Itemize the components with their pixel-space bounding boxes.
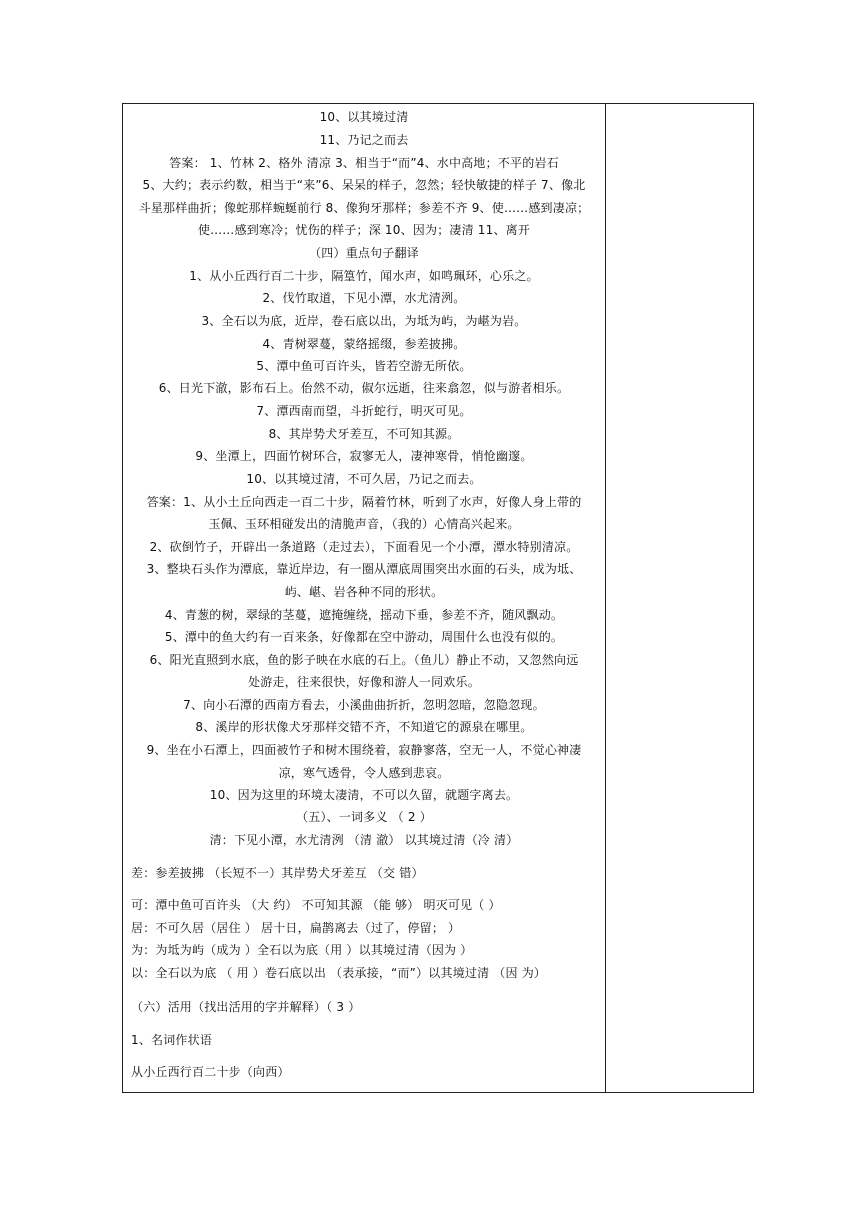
translation-1-line-1: 答案：1、从小土丘向西走一百二十步，隔着竹林，听到了水声，好像人身上带的 — [146, 495, 582, 509]
sentence-8: 8、其岸势犬牙差互，不可知其源。 — [268, 427, 460, 441]
question-11: 11、乃记之而去 — [319, 133, 409, 147]
sentence-10: 10、以其境过清，不可久居，乃记之而去。 — [246, 472, 482, 486]
translation-4: 4、青葱的树，翠绿的茎蔓，遮掩缠绕，摇动下垂，参差不齐，随风飘动。 — [164, 608, 564, 622]
translation-7: 7、向小石潭的西南方看去，小溪曲曲折折，忽明忽暗，忽隐忽现。 — [183, 698, 545, 712]
notes-cell — [606, 104, 753, 1092]
translation-2: 2、砍倒竹子，开辟出一条道路（走过去），下面看见一个小潭，潭水特别清凉。 — [149, 540, 579, 554]
polysemy-cha: 差：参差披拂 （长短不一）其岸势犬牙差互 （交 错） — [131, 866, 424, 880]
section-4-heading: （四）重点句子翻译 — [309, 246, 419, 260]
translation-6-line-2: 处游走，往来很快，好像和游人一同欢乐。 — [248, 675, 480, 689]
sentence-1: 1、从小丘西行百二十步，隔篁竹，闻水声，如鸣珮环，心乐之。 — [189, 269, 539, 283]
polysemy-ju: 居：不可久居（居住 ） 居十日，扁鹊离去（过了，停留； ） — [131, 921, 461, 935]
polysemy-ke: 可：潭中鱼可百许头 （大 约） 不可知其源 （能 够） 明灭可见（ ） — [131, 898, 501, 912]
sentence-7: 7、潭西南而望，斗折蛇行，明灭可见。 — [256, 404, 472, 418]
translation-3-line-1: 3、整块石头作为潭底，靠近岸边，有一圈从潭底周围突出水面的石头，成为坻、 — [146, 562, 582, 576]
answer-block-1-line-4: 使……感到寒冷；忧伤的样子；深 10、因为；凄清 11、离开 — [197, 223, 531, 237]
polysemy-wei: 为：为坻为屿（成为 ）全石以为底（用 ）以其境过清（因为 ） — [131, 943, 473, 957]
answer-block-1-line-1: 答案： 1、竹林 2、格外 清凉 3、相当于“而”4、水中高地；不平的岩石 — [169, 156, 559, 170]
polysemy-yi: 以：全石以为底 （ 用 ）卷石底以出 （表承接，“而”）以其境过清 （因 为） — [131, 966, 547, 980]
sentence-2: 2、伐竹取道，下见小潭，水尤清洌。 — [262, 291, 466, 305]
translation-10: 10、因为这里的环境太凄清，不可以久留，就题字离去。 — [209, 788, 519, 802]
translation-3-line-2: 屿、嵁、岩各种不同的形状。 — [284, 585, 444, 599]
section-5-heading: （五）、一词多义 （ 2 ） — [296, 810, 432, 824]
answer-block-1-line-2: 5、大约；表示约数，相当于“来”6、呆呆的样子，忽然；轻快敏捷的样子 7、像北 — [142, 178, 586, 192]
translation-1-line-2: 玉佩、玉环相碰发出的清脆声音，（我的）心情高兴起来。 — [208, 517, 520, 531]
translation-9-line-1: 9、坐在小石潭上，四面被竹子和树木围绕着，寂静寥落，空无一人，不觉心神凄 — [146, 743, 582, 757]
example-1: 从小丘西行百二十步（向西） — [131, 1065, 290, 1079]
sentence-9: 9、坐潭上，四面竹树环合，寂寥无人，凄神寒骨，悄怆幽邃。 — [195, 449, 533, 463]
sentence-3: 3、全石以为底，近岸，卷石底以出，为坻为屿，为嵁为岩。 — [201, 314, 527, 328]
content-cell — [123, 104, 605, 1092]
section-6-heading: （六）活用（找出活用的字并解释）（ 3 ） — [131, 1000, 361, 1014]
translation-6-line-1: 6、阳光直照到水底，鱼的影子映在水底的石上。（鱼儿）静止不动，又忽然向远 — [149, 653, 579, 667]
translation-5: 5、潭中的鱼大约有一百来条，好像都在空中游动，周围什么也没有似的。 — [164, 630, 564, 644]
answer-block-1-line-3: 斗星那样曲折；像蛇那样蜿蜒前行 8、像狗牙那样；参差不齐 9、使……感到凄凉； — [138, 201, 590, 215]
subheading-noun-as-adverbial: 1、名词作状语 — [131, 1033, 213, 1047]
sentence-6: 6、日光下澈，影布石上。佁然不动，俶尔远逝，往来翕忽，似与游者相乐。 — [158, 381, 570, 395]
translation-9-line-2: 凉，寒气透骨，令人感到悲哀。 — [278, 766, 450, 780]
translation-8: 8、溪岸的形状像犬牙那样交错不齐，不知道它的源泉在哪里。 — [195, 720, 533, 734]
polysemy-qing: 清：下见小潭，水尤清洌 （清 澈） 以其境过清（冷 清） — [209, 833, 519, 847]
lesson-table — [122, 103, 754, 1093]
sentence-4: 4、青树翠蔓，蒙络摇缀，参差披拂。 — [262, 337, 466, 351]
sentence-5: 5、潭中鱼可百许头，皆若空游无所依。 — [256, 359, 472, 373]
question-10: 10、以其境过清 — [319, 110, 409, 124]
